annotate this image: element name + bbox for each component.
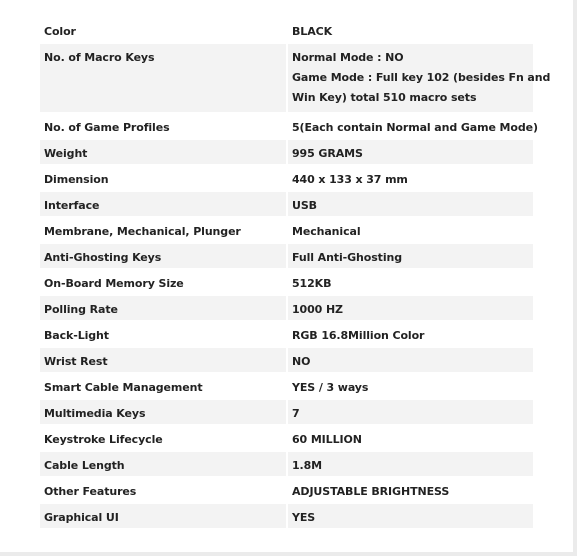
spec-row-wrist-rest [40,348,533,372]
spec-value [288,452,533,476]
spec-value [288,44,551,112]
spec-row-memory [40,270,533,294]
spec-value [288,218,533,242]
spec-label: No. of Macro Keys [40,44,286,112]
spec-value [288,114,538,138]
spec-label: Anti-Ghosting Keys [40,244,286,268]
spec-value [288,192,533,216]
spec-label: Cable Length [40,452,286,476]
spec-value-line: Full Anti-Ghosting [292,251,403,264]
spec-value [288,166,533,190]
spec-label: No. of Game Profiles [44,121,170,134]
spec-row-other-features [40,478,533,502]
spec-label: Membrane, Mechanical, Plunger [44,225,241,238]
spec-value [288,478,533,502]
spec-value-line: BLACK [292,25,333,38]
spec-row-cable-length [40,452,533,476]
spec-table [40,18,551,530]
spec-value-line: 1000 HZ [292,303,343,316]
spec-value-line: ADJUSTABLE BRIGHTNESS [292,485,450,498]
spec-value [288,296,533,320]
spec-value [288,348,533,372]
spec-value-line: 995 GRAMS [292,147,363,160]
spec-value-line: 60 MILLION [292,433,362,446]
spec-label: On-Board Memory Size [44,277,184,290]
spec-label: Smart Cable Management [44,381,203,394]
spec-row-multimedia-keys [40,400,533,424]
spec-value-line: USB [292,199,317,212]
spec-value-line: 512KB [292,277,332,290]
spec-label: Dimension [44,173,109,186]
spec-label: Keystroke Lifecycle [44,433,163,446]
spec-row-dimension [40,166,533,190]
spec-row-weight [40,140,533,164]
spec-value [288,270,533,294]
spec-row-color [40,18,533,42]
spec-value [288,18,533,42]
spec-row-back-light [40,322,533,346]
spec-label: Multimedia Keys [40,400,286,424]
spec-value-line: NO [292,355,311,368]
spec-row-polling-rate [40,296,533,320]
spec-row-cable-management [40,374,533,398]
spec-label: Color [44,25,76,38]
spec-value-line: Game Mode : Full key 102 (besides Fn and [292,71,551,84]
spec-value-line: YES [292,511,316,524]
spec-row-game-profiles [40,114,538,138]
spec-label: Other Features [44,485,137,498]
spec-value-line: 1.8M [292,459,323,472]
spec-value [288,374,533,398]
spec-label: Graphical UI [40,504,286,528]
spec-value-line: 5(Each contain Normal and Game Mode) [292,121,538,134]
spec-row-interface [40,192,533,216]
spec-label: Weight [40,140,286,164]
spec-value-line: RGB 16.8Million Color [292,329,425,342]
spec-label: Wrist Rest [40,348,286,372]
spec-row-graphical-ui [40,504,533,528]
spec-row-switch-type [40,218,533,242]
spec-label: Interface [40,192,286,216]
spec-value-line: Mechanical [292,225,361,238]
spec-value [288,400,533,424]
spec-value-line: 7 [292,407,300,420]
spec-value [288,504,533,528]
spec-value-line: YES / 3 ways [292,381,369,394]
spec-value-line: Win Key) total 510 macro sets [292,91,477,104]
spec-value-line: 440 x 133 x 37 mm [292,173,408,186]
spec-value [288,426,533,450]
spec-row-macro-keys [40,44,551,112]
spec-value [288,244,533,268]
spec-label: Polling Rate [40,296,286,320]
spec-value [288,322,533,346]
spec-value-line: Normal Mode : NO [292,51,404,64]
spec-label: Back-Light [44,329,109,342]
spec-row-keystroke-lifecycle [40,426,533,450]
spec-row-anti-ghosting [40,244,533,268]
spec-value [288,140,533,164]
